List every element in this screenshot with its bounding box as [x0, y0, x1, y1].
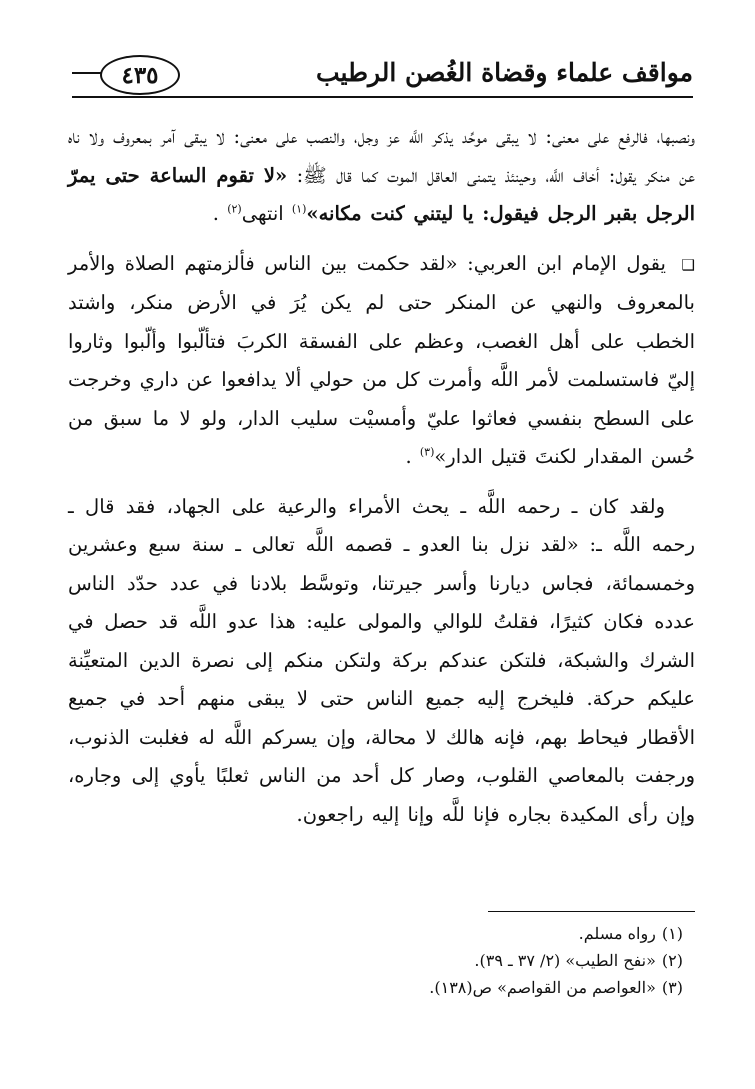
footnote-text: «نفح الطيب» (٢/ ٣٧ ـ ٣٩). [474, 951, 656, 970]
hadith-quote: «لا تقوم الساعة حتى يمرّ الرجل بقبر الرجل فيقول: يا ليتني كنت مكانه» [68, 163, 695, 225]
footnote-separator [488, 911, 695, 912]
footnote-text: رواه مسلم. [578, 924, 656, 943]
square-bullet-icon: ❑ [681, 255, 695, 274]
main-text [68, 118, 695, 845]
footnote-ref-3[interactable]: (٣) [419, 445, 435, 459]
footnote-ref-1[interactable]: (١) [291, 202, 307, 216]
footnote-1 [80, 920, 683, 947]
paragraph-1-tail: انتهى [241, 202, 292, 225]
paragraph-2-end: . [405, 445, 420, 468]
running-title: مواقف علماء وقضاة الغُصن الرطيب [315, 58, 693, 87]
footnote-3 [80, 974, 683, 1001]
paragraph-1-end: . [212, 202, 228, 225]
footnote-ref-2[interactable]: (٢) [227, 202, 242, 216]
footnotes [80, 920, 683, 1001]
header-rule-left [72, 72, 102, 74]
footnote-number: (٣) [661, 978, 683, 997]
running-header [72, 52, 693, 100]
footnote-number: (٢) [661, 951, 683, 970]
ibn-arabi-quote: «لقد حكمت بين الناس فألزمتهم الصلاة والأمر بالمعروف والنهي عن المنكر حتى لم يكن يُرَ في الأرض منكر، واشتد الخطب على أهل الغصب، وعظم على الفسقة الكربَ فتألّبوا وألّبوا وثاروا إليّ فاستسلمت لأمر اللَّه وأمرت كل من حولي ألا يدافعوا عن داري وخرجت على السطح بنفسي فعاثوا عليّ وأمسيْت سليب الدار، ولو لا ما سبق من حُسن المقدار لكنتَ قتيل الدار» [68, 251, 695, 468]
footnote-2 [80, 947, 683, 974]
paragraph-1 [68, 118, 695, 234]
page-number: ٤٣٥ [100, 55, 180, 95]
paragraph-2-lead: يقول الإمام ابن العربي: [457, 251, 676, 275]
footnote-text: «العواصم من القواصم» ص(١٣٨). [429, 978, 656, 997]
paragraph-2 [68, 245, 695, 477]
header-rule [72, 96, 693, 98]
footnote-number: (١) [661, 924, 683, 943]
paragraph-1-lead: ونصبها، فالرفع على معنى: لا يبقى موحِّد يذكر اللَّه عز وجل، والنصب على معنى: لا يبقى آمر بمعروف ولا ناه عن منكر يقول: أخاف اللَّه، وحينئذ يتمنى العاقل الموت كما قال ﷺ: [68, 125, 695, 187]
paragraph-3: ولقد كان ـ رحمه اللَّه ـ يحث الأمراء والرعية على الجهاد، فقد قال ـ رحمه اللَّه ـ: «لقد نزل بنا العدو ـ قصمه اللَّه تعالى ـ سنة سبع وعشرين وخمسمائة، فجاس ديارنا وأسر جيرتنا، وتوسَّط بلادنا في عدد حدّد الناس عدده فكان كثيرًا، فقلتُ للوالي والمولى عليه: هذا عدو اللَّه قد حصل في الشرك والشبكة، فلتكن عندكم بركة ولتكن منكم إلى نصرة الدين المتعيِّنة عليكم حركة. فليخرج إليه جميع الناس حتى لا يبقى منهم أحد في جميع الأقطار فيحاط بهم، فإنه هالك لا محالة، وإن يسركم اللَّه له فغلبت الذنوب، ورجفت بالمعاصي القلوب، وصار كل أحد من الناس ثعلبًا يأوي إلى وجاره، وإن رأى المكيدة بجاره فإنا للَّه وإنا إليه راجعون. [68, 494, 695, 826]
